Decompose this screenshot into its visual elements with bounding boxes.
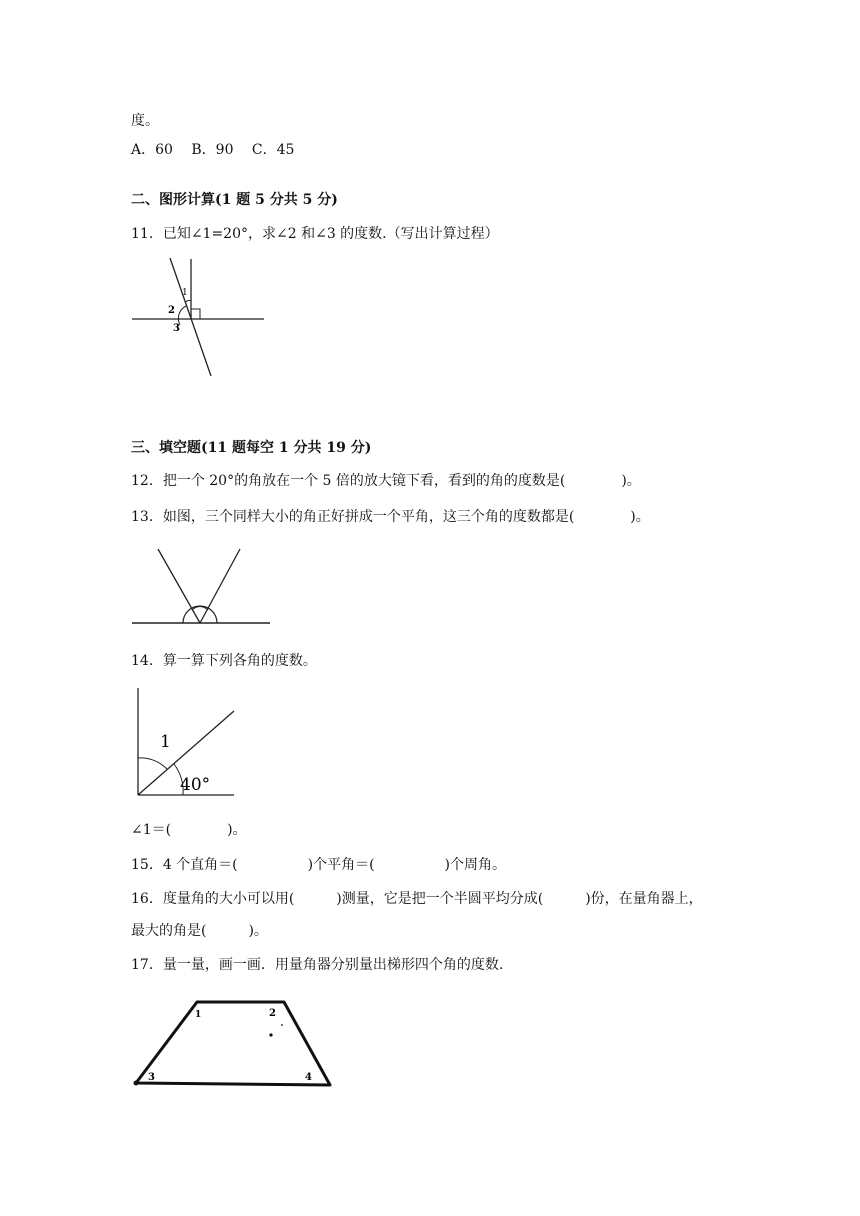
q16-line2: 最大的角是( )。 [131,923,268,939]
q14-label-1: 1 [160,732,171,752]
q11-text: 11．已知∠1=20°，求∠2 和∠3 的度数.（写出计算过程） [131,226,499,242]
q11-label-1: 1 [182,288,188,298]
q10-options: A．60 B．90 C．45 [131,142,295,158]
q13-text: 13．如图，三个同样大小的角正好拼成一个平角，这三个角的度数都是( )。 [131,509,650,525]
q17-label-4: 4 [305,1072,312,1083]
q14-label-40: 40° [180,775,211,795]
section3-title: 三、填空题(11 题每空 1 分共 19 分) [131,440,372,456]
q11-label-3: 3 [173,323,180,334]
q12-text: 12．把一个 20°的角放在一个 5 倍的放大镜下看，看到的角的度数是( )。 [131,473,641,489]
q17-figure [128,995,336,1095]
q17-text: 17．量一量，画一画．用量角器分别量出梯形四个角的度数. [131,957,504,973]
q11-label-2: 2 [168,305,175,316]
q10-tail: 度。 [131,113,159,129]
section2-title: 二、图形计算(1 题 5 分共 5 分) [131,192,338,208]
q17-label-1: 1 [195,1010,202,1020]
q11-figure [128,255,273,380]
q16-line1: 16．度量角的大小可以用( )测量，它是把一个半圆平均分成( )份，在量角器上， [131,891,703,907]
q17-label-3: 3 [148,1072,155,1083]
q17-label-2: 2 [269,1008,276,1019]
q14-figure [128,685,240,800]
q14-answer: ∠1＝( )。 [131,822,247,838]
q14-text: 14．算一算下列各角的度数。 [131,653,317,669]
q13-figure [128,545,274,629]
q15-text: 15．4 个直角＝( )个平角＝( )个周角。 [131,857,507,873]
